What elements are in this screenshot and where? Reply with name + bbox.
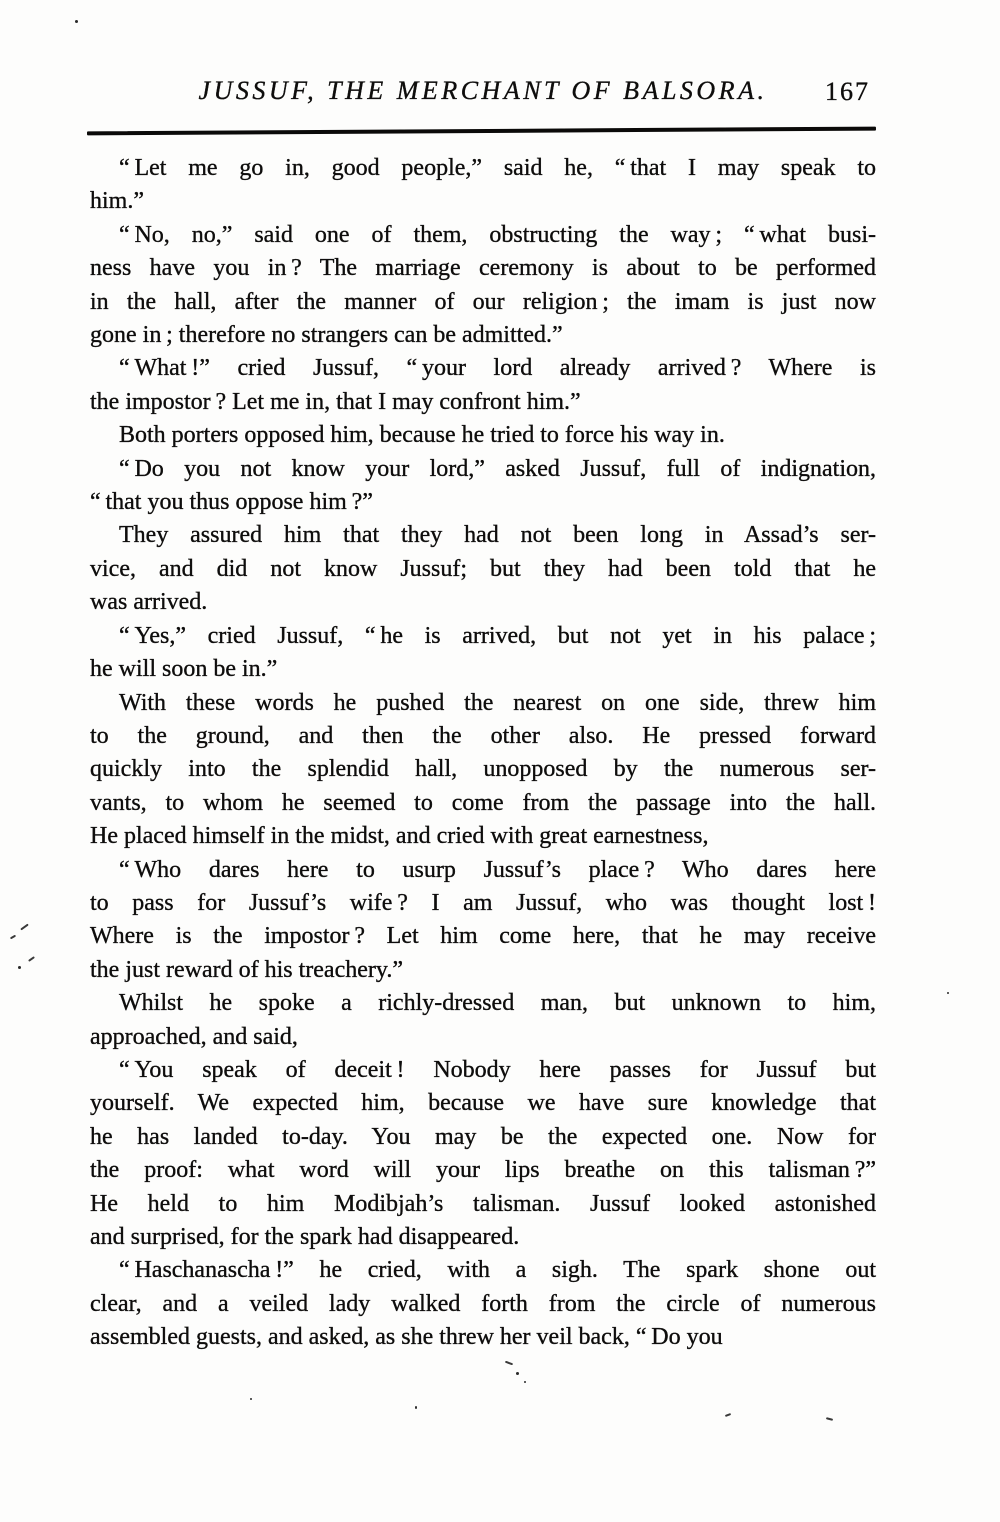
text-line: yourself. We expected him, because we have sure knowledge that: [90, 1090, 876, 1117]
text-line: “ that you thus oppose him ?”: [90, 489, 373, 516]
text-line: With these words he pushed the nearest on one side, threw him: [119, 689, 876, 716]
ink-speckle: [28, 956, 35, 962]
text-line: he will soon be in.”: [90, 656, 278, 683]
paragraph: [90, 620, 876, 687]
text-line: to the ground, and then the other also. He pressed forward: [90, 722, 876, 749]
header-rule: [87, 127, 876, 135]
text-line: vants, to whom he seemed to come from the passage into the hall.: [90, 789, 876, 816]
ink-speckle: [826, 1417, 833, 1421]
paragraph: [90, 1054, 876, 1254]
paragraph: [90, 854, 876, 988]
ink-speckle: [10, 935, 16, 940]
text-line: the impostor ? Let me in, that I may confront him.”: [90, 388, 581, 415]
text-line: “ Yes,” cried Jussuf, “ he is arrived, but not yet in his palace ;: [119, 622, 876, 649]
text-line: Whilst he spoke a richly-dressed man, but unknown to him,: [119, 990, 876, 1017]
ink-speckle: [18, 966, 21, 969]
page-body: [90, 152, 876, 1355]
ink-speckle: [947, 992, 949, 994]
text-line: he has landed to-day. You may be the expected one. Now for: [90, 1123, 876, 1150]
text-line: They assured him that they had not been long in Assad’s ser-: [119, 522, 876, 549]
text-line: the just reward of his treachery.”: [90, 956, 403, 983]
text-line: “ Let me go in, good people,” said he, “ that I may speak to: [119, 155, 876, 181]
paragraph: [90, 352, 876, 419]
paragraph: [90, 1254, 876, 1354]
paragraph: [90, 519, 876, 619]
paragraph: [90, 219, 876, 353]
text-line: “ Who dares here to usurp Jussuf’s place ? Who dares here: [119, 856, 876, 883]
text-line: quickly into the splendid hall, unopposed by the numerous ser-: [90, 756, 876, 783]
ink-speckle: [250, 1398, 252, 1400]
text-line: “ Do you not know your lord,” asked Jussuf, full of indignation,: [119, 455, 876, 482]
text-line: vice, and did not know Jussuf; but they had been told that he: [90, 555, 876, 582]
text-line: was arrived.: [90, 589, 208, 616]
text-line: to pass for Jussuf’s wife ? I am Jussuf, who was thought lost !: [90, 889, 876, 916]
text-line: the proof: what word will your lips breathe on this talisman ?”: [90, 1157, 876, 1184]
running-header-title: JUSSUF, THE MERCHANT OF BALSORA.: [198, 76, 768, 105]
running-header: [90, 76, 876, 112]
paragraph: [90, 987, 876, 1054]
ink-speckle: [725, 1413, 731, 1417]
text-line: approached, and said,: [90, 1023, 298, 1050]
text-line: “ No, no,” said one of them, obstructing the way ; “ what busi-: [119, 221, 876, 248]
text-line: He placed himself in the midst, and cried with great earnestness,: [90, 823, 709, 850]
text-line: Both porters opposed him, because he tried to force his way in.: [119, 422, 725, 449]
text-line: assembled guests, and asked, as she threw her veil back, “ Do you: [90, 1324, 723, 1351]
ink-speckle: [516, 1372, 519, 1375]
text-line: ness have you in ? The marriage ceremony is about to be performed: [90, 255, 876, 282]
text-line: He held to him Modibjah’s talisman. Jussuf looked astonished: [90, 1190, 876, 1217]
ink-speckle: [20, 924, 29, 931]
text-line: him.”: [90, 188, 144, 215]
page-number: 167: [825, 77, 870, 106]
text-line: “ You speak of deceit ! Nobody here passes for Jussuf but: [119, 1056, 876, 1083]
ink-speckle: [75, 20, 78, 23]
text-line: clear, and a veiled lady walked forth from the circle of numerous: [90, 1290, 876, 1317]
text-line: “ Haschanascha !” he cried, with a sigh. The spark shone out: [119, 1257, 876, 1284]
text-line: “ What !” cried Jussuf, “ your lord already arrived ? Where is: [119, 355, 876, 382]
text-line: in the hall, after the manner of our religion ; the imam is just now: [90, 288, 876, 315]
ink-speckle: [415, 1406, 417, 1409]
paragraph: [90, 419, 876, 452]
text-line: Where is the impostor ? Let him come here, that he may receive: [90, 923, 876, 950]
ink-speckle: [524, 1381, 526, 1383]
paragraph: [90, 687, 876, 854]
text-line: gone in ; therefore no strangers can be admitted.”: [90, 322, 563, 349]
paragraph: [90, 453, 876, 520]
text-line: and surprised, for the spark had disappeared.: [90, 1224, 520, 1250]
ink-speckle: [505, 1361, 513, 1366]
paragraph: [90, 152, 876, 219]
